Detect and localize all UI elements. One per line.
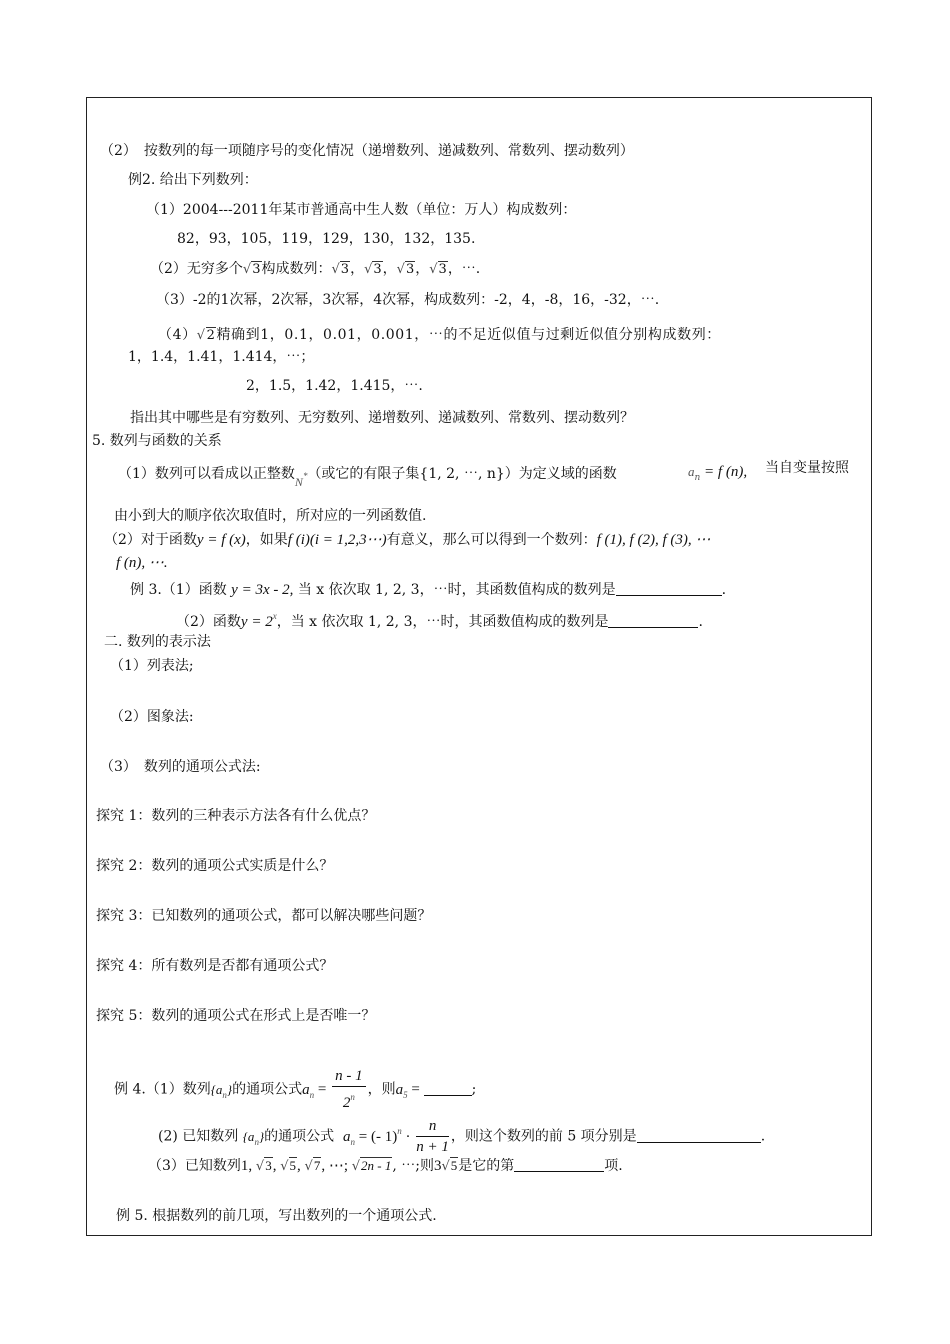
answer-blank-ex3-1[interactable] (616, 581, 722, 596)
radical-sign-icon: √ (255, 1159, 265, 1174)
sequence-f1-f2-f3: f (1), f (2), f (3), ⋯ (596, 532, 711, 548)
function-2-power-x: $y = 2^x$ (240, 611, 277, 630)
answer-blank-first-5-terms[interactable] (637, 1128, 761, 1143)
sequence-an-braces: $\{a_n\}$ (210, 1081, 233, 1100)
example-2-item-4-row-1: 1，1.4，1.41，1.414，⋯； (128, 349, 315, 365)
inquiry-1: 探究 1：数列的三种表示方法各有什么优点？ (96, 808, 376, 824)
sequence-fn-tail: f (n), ⋯. (116, 555, 168, 571)
example-3-item-2: （2）函数$y = 2^x$，当 x 依次取 1, 2, 3，⋯时，其函数值构成的数列是 . (176, 611, 703, 630)
section-2-item-1: （1）列表法; (110, 658, 194, 674)
sqrt-term-3: √3 (396, 262, 415, 277)
inquiry-2: 探究 2：数列的通项公式实质是什么？ (96, 858, 334, 874)
sqrt-radicand: 3 (252, 262, 261, 277)
example-2-item-2-end: ，⋯. (447, 261, 481, 277)
section-5-title: 5. 数列与函数的关系 (92, 433, 222, 449)
heading-2-classification: （2） 按数列的每一项随序号的变化情况（递增数列、递减数列、常数列、摆动数列） (100, 143, 634, 159)
an-symbol: $a_n$ (302, 1081, 315, 1100)
answer-blank-term-index[interactable] (514, 1157, 604, 1172)
comma-separator: ， (382, 261, 397, 277)
example-3-item-2-text-a: （2）函数 (176, 614, 241, 630)
radical-sign-icon: √ (351, 1159, 361, 1174)
example-2-item-4-text: 精确到1，0.1，0.01，0.001，⋯的不足近似值与过剩近似值分别构成数列： (216, 327, 721, 343)
radical-sign-icon: √ (441, 1159, 450, 1174)
radical-sign-icon: √ (331, 262, 340, 277)
answer-blank-a5[interactable] (424, 1081, 472, 1096)
radical-sign-icon: √ (280, 1159, 289, 1174)
section-5-item-1-text-c: 当自变量按照 (765, 460, 849, 476)
example-3-item-1: 例 3.（1）函数 y = 3x - 2, 当 x 依次取 1, 2, 3，⋯时，其函数值构成的数列是 . (130, 582, 727, 598)
example-3-item-1-text-a: 例 3.（1）函数 (130, 582, 227, 598)
sqrt-term-1: √3 (331, 262, 350, 277)
sqrt-5-term: √5 (280, 1158, 297, 1174)
example-2-item-2-prefix: （2）无穷多个 (150, 261, 243, 277)
example-4-item-1-text-a: 例 4.（1）数列 (114, 1081, 211, 1098)
example-2-item-1: （1）2004---2011年某市普通高中生人数（单位：万人）构成数列： (146, 202, 577, 218)
inquiry-3: 探究 3：已知数列的通项公式，都可以解决哪些问题？ (96, 908, 432, 924)
sqrt-term-4: √3 (429, 262, 447, 277)
example-4-item-2-text-a: (2) 已知数列 (158, 1128, 239, 1145)
example-2-item-4-row-2: 2，1.5，1.42，1.415，⋯. (246, 378, 423, 394)
example-2-title: 例2. 给出下列数列： (128, 172, 258, 188)
radical-sign-icon: √ (364, 262, 373, 277)
n-star-symbol: N* (294, 471, 308, 489)
example-2-item-1-values: 82，93，105，119，129，130，132，135. (177, 231, 476, 247)
radical-sign-icon: √ (196, 328, 206, 343)
example-2-item-4 (158, 325, 721, 346)
sqrt-3-expression (243, 260, 262, 280)
section-5-item-2-text-a: （2）对于函数 (104, 532, 197, 548)
radical-sign-icon: √ (396, 262, 405, 277)
fraction-n-minus-1-over-2n: $\frac{n - 1}{2^n}$ (332, 1066, 366, 1113)
section-5-item-2 (104, 530, 710, 550)
comma-separator: ， (415, 261, 430, 277)
inquiry-4: 探究 4：所有数列是否都有通项公式？ (96, 958, 334, 974)
sqrt-term-2: √3 (364, 262, 382, 277)
equals-sign: = (314, 1081, 331, 1098)
radical-sign-icon: √ (242, 262, 252, 277)
minus-one-power-n: = (- 1)$^n$ · (355, 1125, 415, 1145)
example-4-item-1-text-c: ，则 (367, 1081, 396, 1098)
example-4-item-2: (2) 已知数列 $\{a_n\}$的通项公式 $a_n$ = (- 1)$^n$ · $\frac{n}{n + 1}$ ，则这个数列的前 5 项分别是 . (158, 1118, 766, 1155)
section-2-item-3: （3） 数列的通项公式法: (100, 759, 261, 775)
example-4-item-3-text-c: 是它的第 (458, 1158, 515, 1174)
comma-separator: ， (350, 261, 365, 277)
function-fi: f (i)(i = 1,2,3⋯) (287, 532, 387, 548)
example-2-item-2-mid: 构成数列： (261, 261, 332, 277)
example-4-item-1-text-b: 的通项公式 (232, 1081, 303, 1098)
example-4-item-2-text-b: 的通项公式 (264, 1128, 335, 1145)
coefficient-3: 3 (434, 1158, 442, 1174)
example-3-item-1-text-b: 当 x 依次取 1, 2, 3，⋯时，其函数值构成的数列是 (297, 582, 616, 598)
section-5-item-1-text-b: （或它的有限子集{1, 2, ⋯, n}）为定义域的函数 (307, 466, 617, 482)
section-5-item-2-text-c: 有意义，那么可以得到一个数列： (386, 532, 597, 548)
radical-sign-icon: √ (304, 1159, 313, 1174)
section-2-title: 二. 数列的表示法 (104, 634, 211, 650)
answer-blank-ex3-2[interactable] (608, 613, 698, 628)
inquiry-5: 探究 5：数列的通项公式在形式上是否唯一？ (96, 1008, 376, 1024)
example-2-item-4-prefix: （4） (158, 327, 197, 343)
example-4-item-2-text-c: ，则这个数列的前 5 项分别是 (450, 1128, 637, 1145)
an-symbol: $a_n$ (343, 1128, 356, 1147)
section-5-item-1-continuation: 由小到大的顺序依次取值时，所对应的一列函数值. (114, 508, 427, 524)
function-formula-an-fn: $a_n = f$ (n), (688, 464, 748, 483)
example-2-item-3: （3）-2的1次幂，2次幂，3次幂，4次幂，构成数列：-2，4，-8，16，-32，⋯. (156, 292, 660, 308)
example-4-item-3: （3）已知数列1, √3, √5, √7, ⋯; √2n - 1, ⋯;则3√5是它的第 项. (148, 1156, 623, 1177)
function-3x-minus-2: y = 3x - 2, (231, 582, 294, 598)
fraction-n-over-n-plus-1: $\frac{n}{n + 1}$ (416, 1118, 449, 1155)
example-4-item-3-text-b: , ⋯;则 (392, 1158, 434, 1174)
example-2-item-2 (150, 259, 480, 280)
example-3-item-2-text-b: ，当 x 依次取 1, 2, 3，⋯时，其函数值构成的数列是 (276, 614, 609, 630)
sqrt-2n-minus-1-term: √2n - 1 (351, 1158, 392, 1174)
sequence-an-braces: $\{a_n\}$ (242, 1128, 265, 1147)
example-2-question: 指出其中哪些是有穷数列、无穷数列、递增数列、递减数列、常数列、摆动数列？ (130, 410, 634, 426)
example-4-item-3-text-a: （3）已知数列 (148, 1158, 241, 1174)
section-5-item-2-text-b: ，如果 (245, 532, 288, 548)
example-5: 例 5. 根据数列的前几项，写出数列的一个通项公式. (116, 1208, 437, 1224)
section-5-item-1 (118, 458, 617, 489)
sqrt-2-expression: √2 (196, 328, 216, 343)
section-5-item-1-text-a: （1）数列可以看成以正整数 (118, 466, 295, 482)
example-4-item-1: 例 4.（1）数列$\{a_n\}$的通项公式$a_n$ = $\frac{n - 1}{2^n}$ ，则$a_5$ = ; (114, 1068, 477, 1111)
radical-sign-icon: √ (429, 262, 438, 277)
sqrt-7-term: √7 (304, 1158, 321, 1174)
section-2-item-2: （2）图象法: (110, 709, 194, 725)
sqrt-5-target: √5 (441, 1158, 458, 1174)
sqrt-3-term: √3 (255, 1158, 272, 1174)
a5-symbol: $a_5$ (395, 1081, 408, 1100)
function-y-fx: y = f (x) (196, 532, 246, 548)
